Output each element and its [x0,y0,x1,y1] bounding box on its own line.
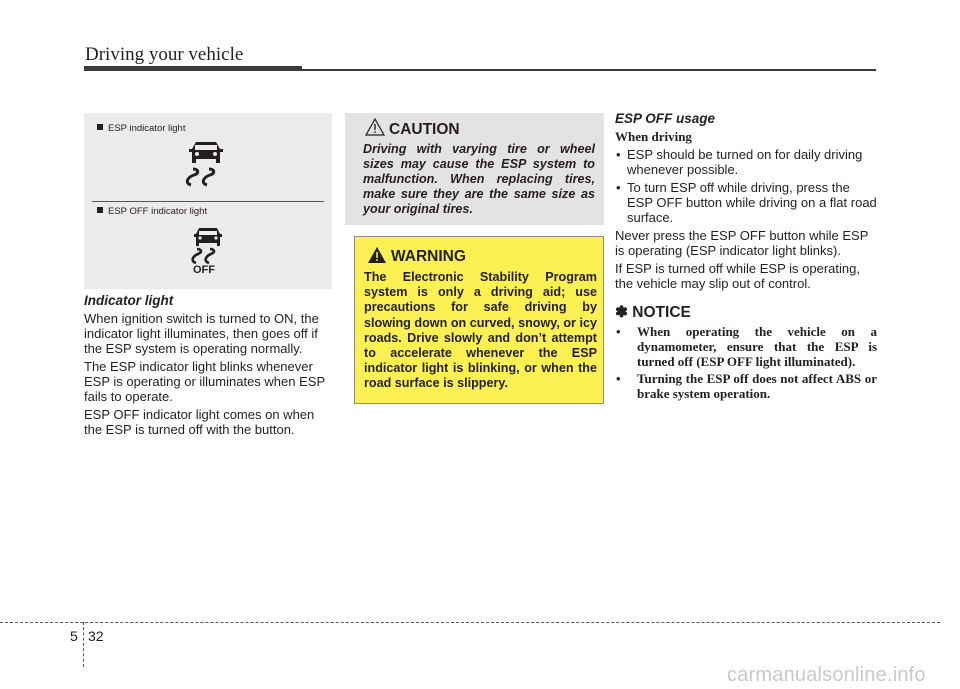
esp-indicator-icon [182,139,230,189]
esp-caption [97,123,185,134]
page-header-title: Driving your vehicle [85,44,244,65]
warning-title: WARNING [391,248,466,265]
esp-off-caption-text: ESP OFF indicator light [108,206,208,217]
footer-dashed-rule [0,622,940,623]
esp-caption-text: ESP indicator light [108,123,186,134]
notice-list [615,324,877,401]
figure-divider [92,201,324,202]
usage-bullet: • To turn ESP off while driving, press the ESP OFF button while driving on a flat road surface. [615,180,877,225]
caption-bullet-icon [97,207,103,213]
right-paragraph: If ESP is turned off while ESP is operating, the vehicle may slip out of control. [615,261,860,291]
notice-title: ✽ NOTICE [615,304,691,321]
caption-bullet-icon [97,124,103,130]
esp-off-caption [97,206,207,217]
caution-box [345,113,604,225]
caution-triangle-icon [365,118,385,136]
right-paragraph: Never press the ESP OFF button while ESP is operating (ESP indicator light blinks). [615,228,869,258]
warning-text: The Electronic Stability Program system is only a driving aid; use precautions for safe driving by slowing down on curved, snowy, or icy roads. Drive slowly and don’t attempt to accelerate whenever the ESP indicator light is blinking, or when the road surface is slippery. [364,270,597,391]
when-driving-subheading: When driving [615,129,692,144]
left-paragraph: The ESP indicator light blinks whenever ESP is operating or illuminates when ESP fails to operate. [84,359,325,404]
esp-off-usage-heading: ESP OFF usage [615,111,716,126]
header-rule-thin [302,69,876,71]
page-number: 32 [88,628,104,644]
footer-dashed-divider [83,622,84,667]
notice-item: • Turning the ESP off does not affect ABS or brake system operation. [615,371,877,401]
notice-item: • When operating the vehicle on a dynamometer, ensure that the ESP is turned off (ESP OFF light illuminated). [615,324,877,369]
indicator-light-heading: Indicator light [84,293,174,308]
header-rule-thick [84,66,302,71]
left-paragraph: When ignition switch is turned to ON, the indicator light illuminates, then goes off if the ESP system is operating normally. [84,311,319,356]
left-paragraph: ESP OFF indicator light comes on when the ESP is turned off with the button. [84,407,315,437]
off-label: OFF [193,264,215,276]
left-column [84,293,334,440]
usage-bullet: • ESP should be turned on for daily driving whenever possible. [615,147,877,177]
caution-text: Driving with varying tire or wheel sizes may cause the ESP system to malfunction. When replacing tires, make sure they are the same size as your original tires. [363,142,595,216]
warning-triangle-icon [367,246,387,264]
warning-box [354,236,604,404]
indicator-figure [84,113,332,289]
right-column [615,111,877,403]
caution-title: CAUTION [389,121,460,138]
chapter-number: 5 [70,628,78,644]
watermark: carmanualsonline.info [727,664,926,686]
